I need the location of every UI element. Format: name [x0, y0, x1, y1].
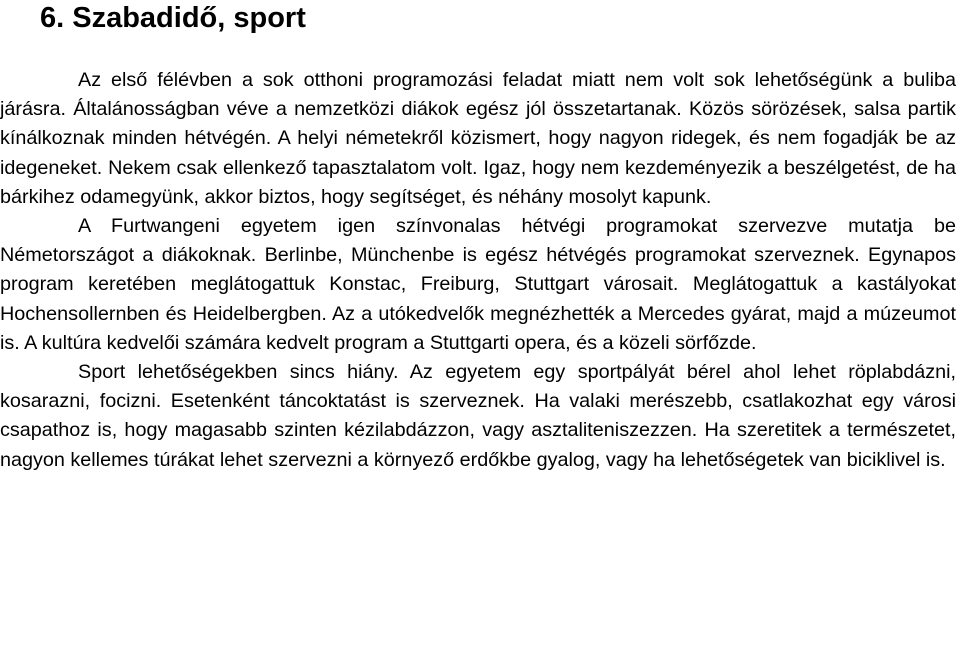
section-heading: 6. Szabadidő, sport — [40, 2, 306, 34]
body-text — [0, 66, 956, 475]
paragraph-programs: A Furtwangeni egyetem igen színvonalas hétvégi programokat szervezve mutatja be Németországot a diákoknak. Berlinbe, Münchenbe is egész hétvégés programokat szerveznek. Egynapos program keretében meglátogattuk Konstac, Freiburg, Stuttgart városait. Meglátogattuk a kastályokat Hochensollernben és Heidelbergben. Az a utókedvelők megnézhették a Mercedes gyárat, majd a múzeumot is. A kultúra kedvelői számára kedvelt program a Stuttgarti opera, és a közeli sörfőzde. — [0, 215, 956, 354]
paragraph-nightlife: Az első félévben a sok otthoni programozási feladat miatt nem volt sok lehetőségünk a buliba járásra. Általánosságban véve a nemzetközi diákok egész jól összetartanak. Közös sörözések, salsa partik kínálkoznak minden hétvégén. A helyi németekről közismert, hogy nagyon ridegek, és nem fogadják be az idegeneket. Nekem csak ellenkező tapasztalatom volt. Igaz, hogy nem kezdeményezik a beszélgetést, de ha bárkihez odamegyünk, akkor biztos, hogy segítséget, és néhány mosolyt kapunk. — [0, 69, 956, 208]
paragraph-sports: Sport lehetőségekben sincs hiány. Az egyetem egy sportpályát bérel ahol lehet röplabdázni, kosarazni, focizni. Esetenként táncoktatást is szerveznek. Ha valaki merészebb, csatlakozhat egy városi csapathoz is, hogy magasabb szinten kézilabdázzon, vagy asztaliteniszezzen. Ha szeretitek a természetet, nagyon kellemes túrákat lehet szervezni a környező erdőkbe gyalog, vagy ha lehetőségetek van biciklivel is. — [0, 361, 956, 471]
